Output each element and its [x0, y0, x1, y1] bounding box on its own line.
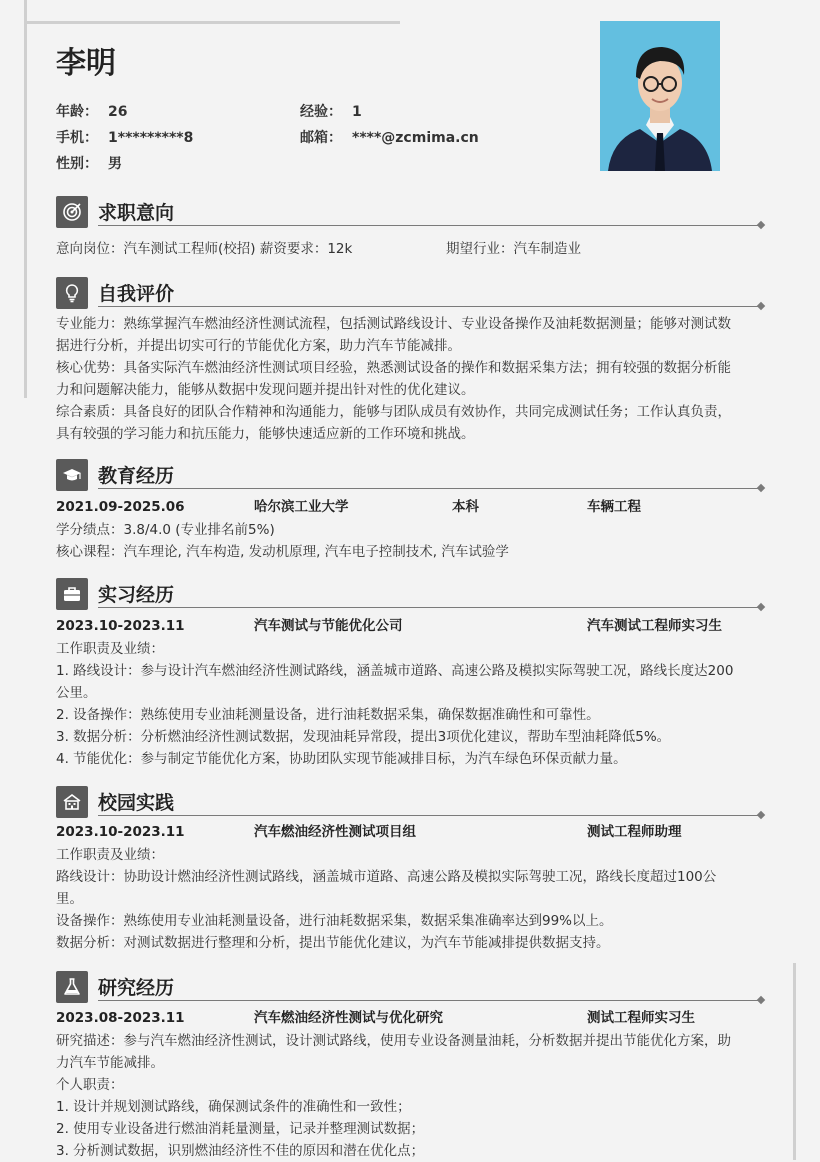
text-line: 据进行分析，并提出切实可行的节能优化方案，助力汽车节能减排。 — [56, 338, 461, 354]
gender-field: 性别： 男 — [56, 156, 122, 172]
section-campus-practice — [56, 786, 764, 954]
text-line: 核心优势：具备实际汽车燃油经济性测试项目经验，熟悉测试设备的操作和数据采集方法；拥有较强的数据分析能 — [56, 360, 731, 376]
divider-diamond — [757, 996, 765, 1004]
intent-industry: 期望行业：汽车制造业 — [446, 241, 581, 257]
section-divider — [98, 815, 760, 816]
section-education — [56, 459, 764, 563]
section-title: 研究经历 — [98, 977, 175, 999]
text-line: 工作职责及业绩： — [56, 641, 164, 657]
experience-field: 经验： 1 — [300, 104, 362, 120]
section-title: 实习经历 — [98, 584, 175, 606]
internship-org: 汽车测试与节能优化公司 — [254, 618, 403, 634]
internship-role: 汽车测试工程师实习生 — [587, 618, 722, 634]
divider-diamond — [757, 484, 765, 492]
text-line: 3. 数据分析：分析燃油经济性测试数据，发现油耗异常段，提出3项优化建议，帮助车型油耗降低5%。 — [56, 729, 671, 745]
text-line: 2. 设备操作：熟练使用专业油耗测量设备，进行油耗数据采集，确保数据准确性和可靠性。 — [56, 707, 600, 723]
decorative-vertical-line-right — [793, 963, 796, 1160]
lightbulb-icon — [56, 277, 88, 309]
section-title: 求职意向 — [98, 202, 175, 224]
candidate-name: 李明 — [56, 46, 116, 81]
section-title: 校园实践 — [98, 792, 175, 814]
text-line: 里。 — [56, 891, 83, 907]
education-school: 哈尔滨工业大学 — [254, 499, 349, 515]
text-line: 个人职责： — [56, 1077, 124, 1093]
divider-diamond — [757, 811, 765, 819]
profile-photo — [600, 21, 720, 171]
campus-role: 测试工程师助理 — [587, 824, 682, 840]
age-field: 年龄： 26 — [56, 104, 128, 120]
section-divider — [98, 1000, 760, 1001]
education-date: 2021.09-2025.06 — [56, 499, 185, 515]
target-icon — [56, 196, 88, 228]
phone-field: 手机： 1*********8 — [56, 130, 194, 146]
text-line: 4. 节能优化：参与制定节能优化方案，协助团队实现节能减排目标，为汽车绿色环保贡献力量。 — [56, 751, 627, 767]
text-line: 学分绩点：3.8/4.0 (专业排名前5%) — [56, 522, 275, 538]
education-degree: 本科 — [452, 499, 479, 515]
text-line: 1. 路线设计：参与设计汽车燃油经济性测试路线，涵盖城市道路、高速公路及模拟实际驾驶工况，路线长度达200 — [56, 663, 734, 679]
briefcase-icon — [56, 578, 88, 610]
text-line: 2. 使用专业设备进行燃油消耗量测量，记录并整理测试数据； — [56, 1121, 425, 1137]
graduation-cap-icon — [56, 459, 88, 491]
campus-org: 汽车燃油经济性测试项目组 — [254, 824, 416, 840]
section-title: 教育经历 — [98, 465, 175, 487]
text-line: 力汽车节能减排。 — [56, 1055, 164, 1071]
section-internship — [56, 578, 764, 770]
text-line: 1. 设计并规划测试路线，确保测试条件的准确性和一致性； — [56, 1099, 411, 1115]
text-line: 综合素质：具备良好的团队合作精神和沟通能力，能够与团队成员有效协作，共同完成测试任务；工作认真负责， — [56, 404, 731, 420]
divider-diamond — [757, 302, 765, 310]
decorative-vertical-line — [24, 0, 27, 398]
building-icon — [56, 786, 88, 818]
text-line: 路线设计：协助设计燃油经济性测试路线，涵盖城市道路、高速公路及模拟实际驾驶工况，路线长度超过100公 — [56, 869, 717, 885]
divider-diamond — [757, 221, 765, 229]
research-role: 测试工程师实习生 — [587, 1010, 695, 1026]
decorative-horizontal-line — [24, 21, 400, 24]
email-field: 邮箱： ****@zcmima.cn — [300, 130, 479, 146]
section-title: 自我评价 — [98, 283, 175, 305]
section-divider — [98, 225, 760, 226]
internship-date: 2023.10-2023.11 — [56, 618, 185, 634]
section-research — [56, 971, 764, 1162]
research-project: 汽车燃油经济性测试与优化研究 — [254, 1010, 443, 1026]
flask-icon — [56, 971, 88, 1003]
section-divider — [98, 607, 760, 608]
text-line: 工作职责及业绩： — [56, 847, 164, 863]
text-line: 力和问题解决能力，能够从数据中发现问题并提出针对性的优化建议。 — [56, 382, 475, 398]
text-line: 3. 分析测试数据，识别燃油经济性不佳的原因和潜在优化点； — [56, 1143, 425, 1159]
text-line: 公里。 — [56, 685, 97, 701]
text-line: 核心课程：汽车理论, 汽车构造, 发动机原理, 汽车电子控制技术, 汽车试验学 — [56, 544, 509, 560]
research-date: 2023.08-2023.11 — [56, 1010, 185, 1026]
intent-position: 意向岗位：汽车测试工程师(校招) 薪资要求：12k — [56, 241, 353, 257]
divider-diamond — [757, 603, 765, 611]
text-line: 设备操作：熟练使用专业油耗测量设备，进行油耗数据采集，数据采集准确率达到99%以上。 — [56, 913, 613, 929]
text-line: 研究描述：参与汽车燃油经济性测试，设计测试路线，使用专业设备测量油耗，分析数据并提出节能优化方案，助 — [56, 1033, 731, 1049]
text-line: 具有较强的学习能力和抗压能力，能够快速适应新的工作环境和挑战。 — [56, 426, 475, 442]
section-self-evaluation — [56, 277, 764, 445]
education-major: 车辆工程 — [587, 499, 641, 515]
section-divider — [98, 306, 760, 307]
text-line: 数据分析：对测试数据进行整理和分析，提出节能优化建议，为汽车节能减排提供数据支持。 — [56, 935, 610, 951]
text-line: 专业能力：熟练掌握汽车燃油经济性测试流程，包括测试路线设计、专业设备操作及油耗数据测量；能够对测试数 — [56, 316, 731, 332]
campus-date: 2023.10-2023.11 — [56, 824, 185, 840]
section-job-intent — [56, 196, 764, 260]
section-divider — [98, 488, 760, 489]
